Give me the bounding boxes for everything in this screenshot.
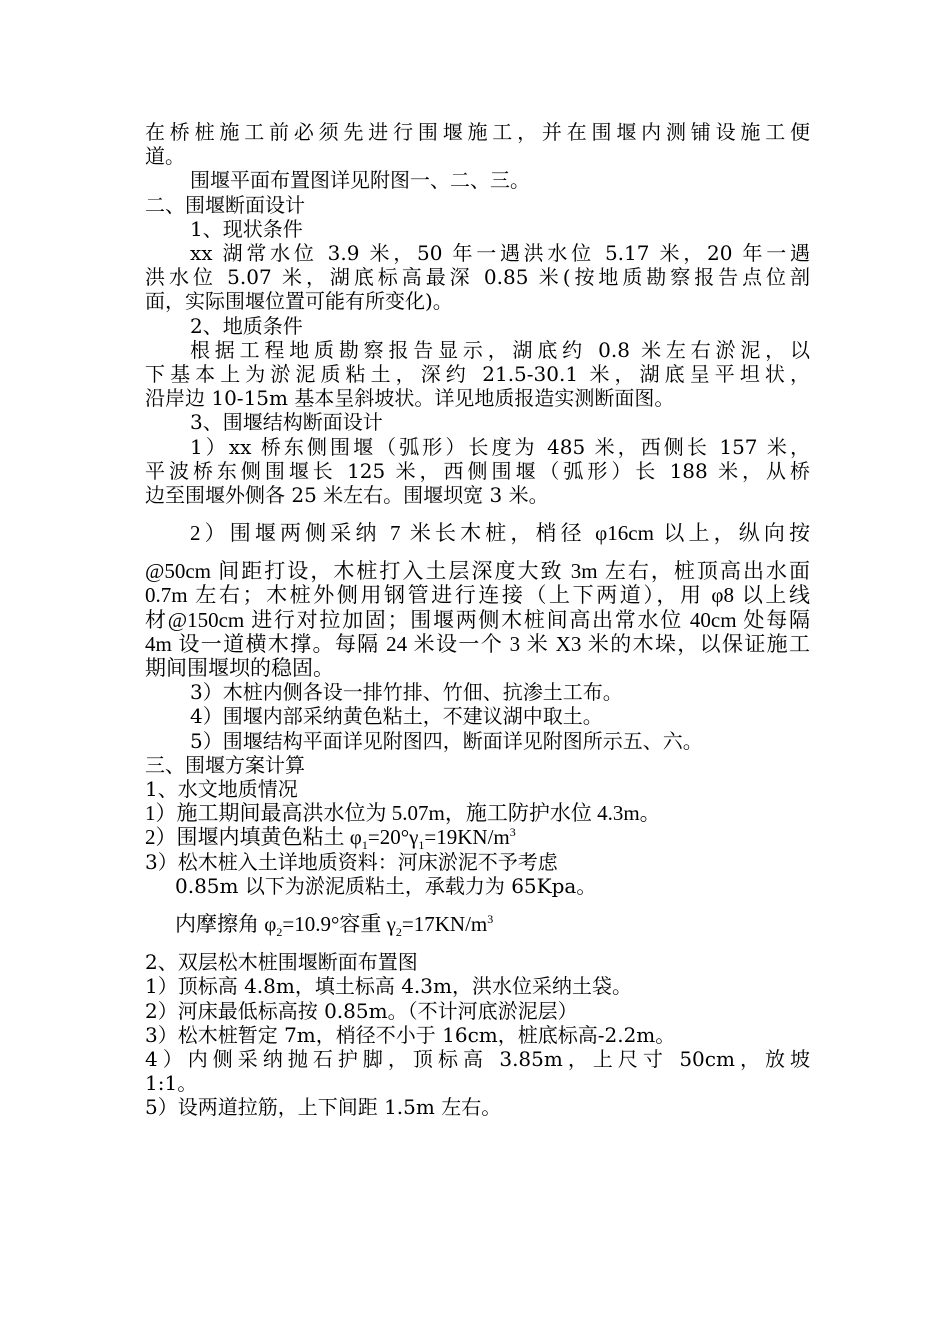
formula-line: 2）围堰内填黄色粘土 $\varphi_1=20^\circ\gamma_1=19KN/m^3$	[145, 825, 516, 853]
text-line: 4）围堰内部采纳黄色粘土，不建议湖中取土。	[190, 704, 603, 729]
text-line: 洪水位 5.07 米，湖底标高最深 0.85 米(按地质勘察报告点位剖	[145, 265, 810, 290]
text-line: @50cm 间距打设，木桩打入土层深度大致 3m 左右，桩顶高出水面	[145, 559, 810, 584]
text-line: 0.85m 以下为淤泥质粘土，承载力为 65Kpa。	[175, 873, 597, 898]
text-line: 2）围堰两侧采纳 7 米长木桩，梢径 φ16cm 以上，纵向按	[190, 521, 810, 546]
text-line: 面，实际围堰位置可能有所变化)。	[145, 289, 453, 314]
text-line: 5）围堰结构平面详见附图四，断面详见附图所示五、六。	[190, 728, 703, 753]
text-line: 2）河床最低标高按 0.85m。（不计河底淤泥层）	[145, 998, 578, 1023]
text-line: 根据工程地质勘察报告显示，湖底约 0.8 米左右淤泥，以	[190, 337, 810, 362]
text-line: 5）设两道拉筋，上下间距 1.5m 左右。	[145, 1095, 502, 1120]
subsection-heading: 2、双层松木桩围堰断面布置图	[145, 950, 418, 975]
subsection-heading: 2、地质条件	[190, 313, 303, 338]
subsection-heading: 1、现状条件	[190, 216, 303, 241]
text-line: 材@150cm 进行对拉加固；围堰两侧木桩间高出常水位 40cm 处每隔	[145, 607, 810, 632]
text-line: 1）顶标高 4.8m，填土标高 4.3m，洪水位采纳土袋。	[145, 974, 632, 999]
text-line: 下基本上为淤泥质粘土，深约 21.5-30.1 米，湖底呈平坦状，	[145, 362, 810, 387]
subsection-heading: 3、围堰结构断面设计	[190, 410, 383, 435]
text-line: 期间围堰坝的稳固。	[145, 656, 334, 681]
text-line: 1:1。	[145, 1071, 198, 1096]
text-line: 围堰平面布置图详见附图一、二、三。	[190, 168, 530, 193]
document-body	[145, 120, 810, 1120]
text-line: 0.7m 左右；木桩外侧用钢管进行连接（上下两道），用 φ8 以上线	[145, 583, 810, 608]
text-line: 3）松木桩入土详地质资料：河床淤泥不予考虑	[145, 849, 558, 874]
text-line: 在桥桩施工前必须先进行围堰施工，并在围堰内测铺设施工便	[145, 120, 810, 144]
text-line: xx 湖常水位 3.9 米，50 年一遇洪水位 5.17 米，20 年一遇	[190, 241, 810, 266]
text-line: 1）施工期间最高洪水位为 5.07m，施工防护水位 4.3m。	[145, 801, 661, 826]
text-line: 边至围堰外侧各 25 米左右。围堰坝宽 3 米。	[145, 483, 549, 508]
text-line: 道。	[145, 144, 185, 169]
text-line: 4m 设一道横木撑。每隔 24 米设一个 3 米 X3 米的木垛，以保证施工	[145, 631, 810, 656]
text-line: 沿岸边 10-15m 基本呈斜坡状。详见地质报造实测断面图。	[145, 386, 675, 411]
text-line: 1）xx 桥东侧围堰（弧形）长度为 485 米，西侧长 157 米，	[190, 434, 810, 459]
subsection-heading: 1、水文地质情况	[145, 777, 298, 802]
formula-line: 内摩擦角 $\varphi_2=10.9^\circ$容重 $\gamma_2=17KN/m^3$	[175, 912, 494, 940]
text-line: 4）内侧采纳抛石护脚，顶标高 3.85m，上尺寸 50cm，放坡	[145, 1046, 810, 1071]
text-line: 平波桥东侧围堰长 125 米，西侧围堰（弧形）长 188 米，从桥	[145, 458, 810, 483]
section-heading: 二、围堰断面设计	[145, 192, 305, 217]
section-heading: 三、围堰方案计算	[145, 752, 305, 777]
text-line: 3）松木桩暂定 7m，梢径不小于 16cm，桩底标高-2.2m。	[145, 1022, 676, 1047]
text-line: 3）木桩内侧各设一排竹排、竹佃、抗渗土工布。	[190, 680, 623, 705]
